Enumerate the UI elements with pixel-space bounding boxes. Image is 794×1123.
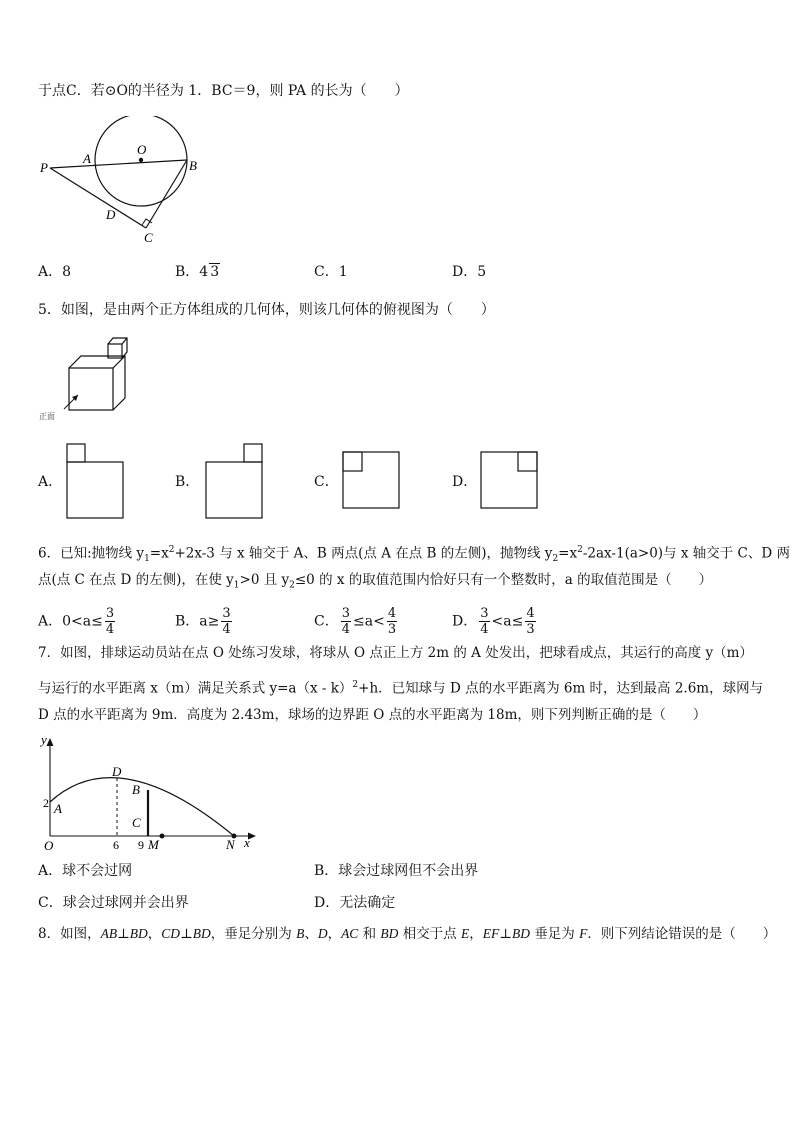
q5-option-a-figure[interactable]	[66, 442, 126, 520]
q6-line-2	[38, 570, 712, 596]
q4-label-P: P	[40, 160, 48, 175]
q6-option-d-den2: 3	[526, 622, 535, 637]
q6-t5: -2ax-1(a>0)与 x 轴交于 C、D 两	[582, 545, 790, 562]
q8-i7: AC	[341, 926, 359, 941]
q8-p1: 8．如图，	[38, 926, 101, 942]
q6-option-c-den1: 4	[341, 622, 350, 637]
q5-option-b[interactable]: B．	[175, 474, 200, 490]
q7-label-B: B	[132, 782, 140, 797]
q4-option-c[interactable]: C．1	[314, 264, 348, 280]
q6-option-b-den: 4	[222, 622, 231, 637]
q6-option-c-num1: 3	[341, 606, 350, 621]
q6-option-b-frac	[221, 606, 231, 637]
q7-label-A: A	[54, 801, 62, 816]
q6-option-d-den1: 4	[480, 622, 489, 637]
q8-p9: 相交于点	[398, 926, 462, 942]
q8-p5: ，垂足分别为	[210, 926, 297, 942]
q7-trajectory-figure	[38, 732, 260, 852]
q6-option-d-frac1	[479, 606, 489, 637]
q7-option-d[interactable]: D．无法确定	[314, 895, 396, 911]
q8-i2: BD	[129, 926, 148, 941]
q7-label-M: M	[148, 837, 159, 852]
q7-option-b[interactable]: B．球会过球网但不会出界	[314, 863, 479, 879]
q6-option-c-frac2	[387, 606, 397, 637]
q6-option-c-frac1	[341, 606, 351, 637]
q6-l2-sub2: 2	[289, 580, 295, 591]
q7-label-two: 2	[43, 796, 49, 810]
q6-option-a[interactable]	[38, 606, 117, 637]
q5-stem: 5．如图，是由两个正方体组成的几何体，则该几何体的俯视图为（ ）	[38, 302, 495, 318]
q7-label-y: y	[41, 732, 47, 747]
q8-p11: ⊥	[499, 926, 512, 942]
q4-label-D: D	[106, 207, 116, 222]
q7-label-six: 6	[113, 838, 119, 852]
q4-option-d[interactable]: D．5	[452, 264, 487, 280]
q4-label-A: A	[83, 151, 91, 166]
q8-i1: AB	[100, 926, 118, 941]
q6-option-d-num2: 4	[526, 606, 535, 621]
q6-option-d-mid: <a≤	[491, 613, 524, 630]
q6-option-b-num: 3	[222, 606, 231, 621]
q6-t4: =x	[558, 545, 578, 562]
q6-option-d[interactable]	[452, 606, 538, 637]
q6-option-c-num2: 4	[387, 606, 397, 621]
q6-t2: =x	[149, 545, 169, 562]
q6-option-b[interactable]	[175, 606, 234, 637]
q6-l2-sub1: 1	[233, 580, 240, 591]
q7-label-N: N	[226, 837, 235, 852]
q6-option-a-frac	[105, 606, 115, 637]
q4-option-b-radicand: 3	[210, 264, 220, 280]
q7-label-nine: 9	[138, 838, 144, 852]
q6-option-d-frac2	[525, 606, 535, 637]
q5-option-d-figure[interactable]	[480, 451, 540, 511]
q8-i4: BD	[192, 926, 211, 941]
q6-option-b-pre: a≥	[199, 613, 220, 630]
q5-option-c[interactable]: C．	[314, 474, 339, 490]
q6-line-1	[38, 540, 790, 569]
q8-i9: E	[461, 926, 470, 941]
q8-p12: 垂足为	[529, 926, 580, 942]
q7-line-2	[38, 675, 763, 699]
q8-i11: BD	[511, 926, 530, 941]
q8-i3: CD	[161, 926, 181, 941]
q6-t2-sup: 2	[168, 545, 175, 555]
q6-option-c-den2: 3	[387, 622, 397, 637]
q7-line-2-sup: 2	[352, 680, 359, 690]
q6-l2c: ≤0 的 x 的取值范围内恰好只有一个整数时，a 的取值范围是（ ）	[294, 572, 713, 588]
q4-label-B: B	[189, 158, 197, 173]
q8-i8: BD	[380, 926, 399, 941]
q7-label-C: C	[132, 815, 141, 830]
q8-p3: ，	[147, 926, 162, 942]
q6-option-c-label: C．	[314, 613, 339, 630]
q6-option-b-label: B．	[175, 613, 200, 630]
q6-option-a-num: 3	[105, 606, 115, 621]
q7-label-O: O	[44, 838, 54, 852]
q8-p4: ⊥	[180, 926, 193, 942]
q6-t4-sup: 2	[577, 545, 583, 555]
q6-option-a-den: 4	[105, 622, 115, 637]
q8-i5: B	[296, 926, 305, 941]
q4-circle-figure	[38, 116, 208, 246]
q8-i6: D	[317, 926, 328, 941]
q4-option-b[interactable]	[175, 262, 220, 282]
q4-option-a[interactable]: A．8	[38, 264, 72, 280]
q5-option-b-figure[interactable]	[205, 442, 265, 520]
q8-p13: ．则下列结论错误的是（ ）	[587, 926, 777, 942]
q6-option-d-label: D．	[452, 613, 478, 630]
q6-option-c-mid: ≤a<	[353, 613, 385, 630]
q8-stem	[38, 924, 776, 944]
q7-option-a[interactable]: A．球不会过网	[38, 863, 133, 879]
q6-t1: 6．已知:抛物线 y	[38, 545, 145, 562]
q8-i12: F	[579, 926, 588, 941]
q4-option-b-prefix: B．4	[175, 264, 209, 280]
q7-line-2a: 与运行的水平距离 x（m）满足关系式 y=a（x - k）	[38, 680, 353, 697]
q5-cube-figure	[38, 334, 138, 424]
q7-option-c[interactable]: C．球会过球网并会出界	[38, 895, 189, 911]
q4-label-C: C	[144, 230, 153, 245]
q6-l2a: 点(点 C 在点 D 的左侧)，在使 y	[38, 572, 234, 588]
q8-p6: 、	[304, 926, 318, 942]
q4-label-O: O	[137, 142, 147, 157]
q5-option-d[interactable]: D．	[452, 474, 478, 490]
q6-option-a-pre: 0<a≤	[62, 613, 103, 630]
q5-option-c-figure[interactable]	[342, 451, 402, 511]
q8-p8: 和	[358, 926, 381, 942]
q6-t3-sub: 2	[552, 554, 559, 565]
q6-option-a-label: A．	[38, 613, 63, 630]
q7-line-3: D 点的水平距离为 9m．高度为 2.43m，球场的边界距 O 点的水平距离为 18m，则下列判断正确的是（ ）	[38, 707, 707, 723]
q7-line-2b: +h．已知球与 D 点的水平距离为 6m 时，达到最高 2.6m，球网与	[358, 680, 764, 697]
q6-t3: +2x-3 与 x 轴交于 A、B 两点(点 A 在点 B 的左侧)，抛物线 y	[174, 545, 553, 562]
q5-option-a[interactable]: A．	[38, 474, 63, 490]
q8-p2: ⊥	[117, 926, 130, 942]
q8-p10: ，	[469, 926, 483, 942]
q8-p7: ，	[327, 926, 342, 942]
q7-label-D: D	[112, 764, 122, 779]
q7-line-1: 7．如图，排球运动员站在点 O 处练习发球，将球从 O 点正上方 2m 的 A 处发出，把球看成点，其运行的高度 y（m）	[38, 645, 753, 661]
q5-front-label: 正面	[39, 412, 55, 421]
q7-label-x: x	[244, 835, 250, 850]
q6-t1-sub: 1	[144, 554, 150, 565]
q6-l2b: >0 且 y	[239, 572, 290, 588]
q4-stem: 于点C．若⊙O的半径为 1．BC＝9，则 PA 的长为（ ）	[38, 83, 409, 99]
q6-option-c[interactable]	[314, 606, 399, 637]
q6-option-d-num1: 3	[480, 606, 489, 621]
q8-i10: EF	[482, 926, 500, 941]
